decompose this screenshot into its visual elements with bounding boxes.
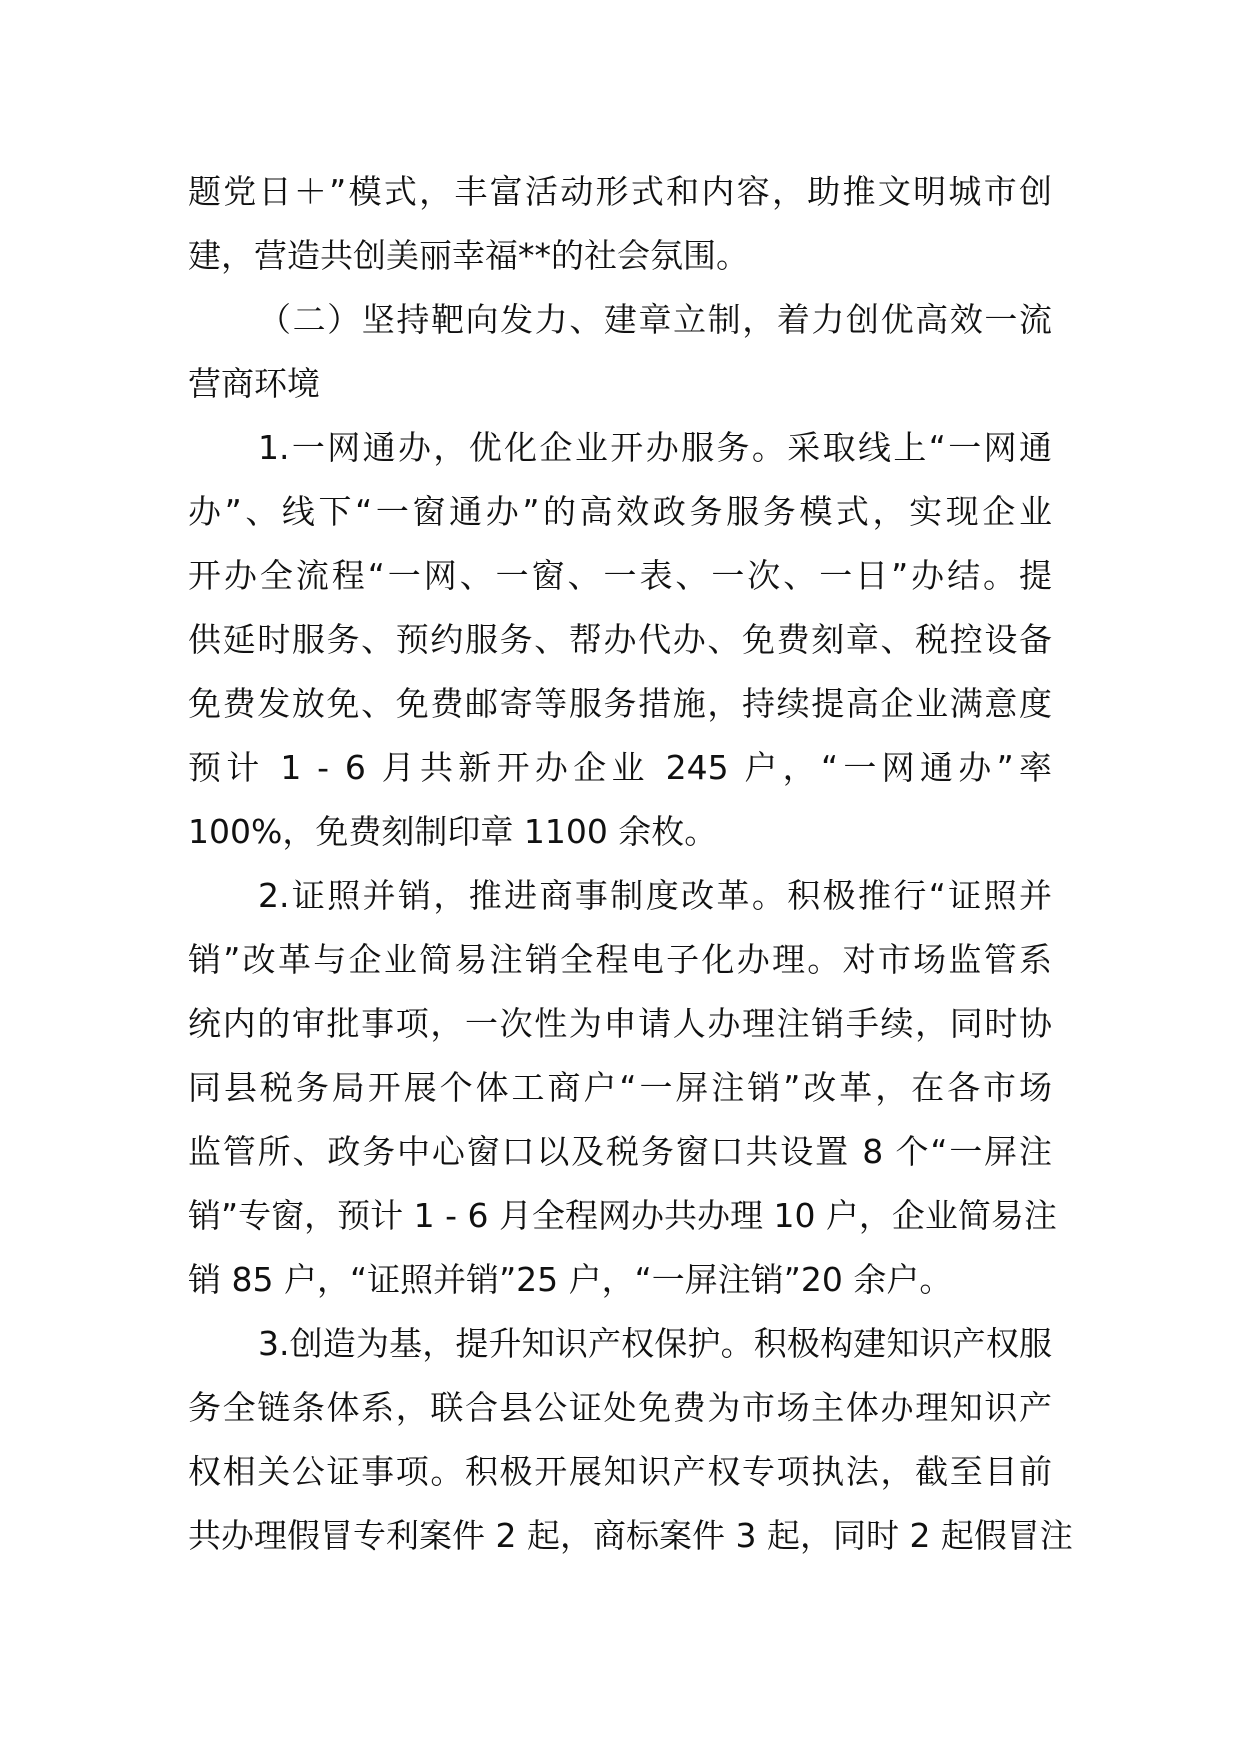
text-line: 1.一网通办，优化企业开办服务。采取线上“一网通 <box>258 428 1052 467</box>
list-item-1 <box>188 416 1052 864</box>
text-line: 免费发放免、免费邮寄等服务措施，持续提高企业满意度 <box>188 684 1052 723</box>
text-line: 预计 1 - 6 月共新开办企业 245 户，“一网通办”率 <box>188 748 1052 787</box>
text-line: 100%，免费刻制印章 1100 余枚。 <box>188 812 718 851</box>
text-line: 销”专窗，预计 1 - 6 月全程网办共办理 10 户，企业简易注 <box>188 1196 1057 1235</box>
section-heading <box>188 288 1052 416</box>
text-line: 务全链条体系，联合县公证处免费为市场主体办理知识产 <box>188 1388 1052 1427</box>
text-line: 办”、线下“一窗通办”的高效政务服务模式，实现企业 <box>188 492 1052 531</box>
text-line: 营商环境 <box>188 364 320 403</box>
text-line: 统内的审批事项，一次性为申请人办理注销手续，同时协 <box>188 1004 1052 1043</box>
text-line: 权相关公证事项。积极开展知识产权专项执法，截至目前 <box>188 1452 1052 1491</box>
document-body <box>188 160 1073 1568</box>
text-line: 监管所、政务中心窗口以及税务窗口共设置 8 个“一屏注 <box>188 1132 1052 1171</box>
text-line: 供延时服务、预约服务、帮办代办、免费刻章、税控设备 <box>188 620 1052 659</box>
text-line: 销 85 户，“证照并销”25 户，“一屏注销”20 余户。 <box>188 1260 953 1299</box>
text-line: 同县税务局开展个体工商户“一屏注销”改革，在各市场 <box>188 1068 1052 1107</box>
text-line: 销”改革与企业简易注销全程电子化办理。对市场监管系 <box>188 940 1052 979</box>
text-line: 共办理假冒专利案件 2 起，商标案件 3 起，同时 2 起假冒注 <box>188 1516 1073 1555</box>
text-line: 建，营造共创美丽幸福**的社会氛围。 <box>188 236 749 275</box>
paragraph-continued <box>188 160 1052 288</box>
text-line: 开办全流程“一网、一窗、一表、一次、一日”办结。提 <box>188 556 1052 595</box>
list-item-2 <box>188 864 1057 1312</box>
list-item-3 <box>188 1312 1073 1568</box>
text-line: （二）坚持靶向发力、建章立制，着力创优高效一流 <box>258 300 1052 339</box>
text-line: 题党日＋”模式，丰富活动形式和内容，助推文明城市创 <box>188 172 1052 211</box>
text-line: 3.创造为基，提升知识产权保护。积极构建知识产权服 <box>258 1324 1052 1363</box>
text-line: 2.证照并销，推进商事制度改革。积极推行“证照并 <box>258 876 1052 915</box>
